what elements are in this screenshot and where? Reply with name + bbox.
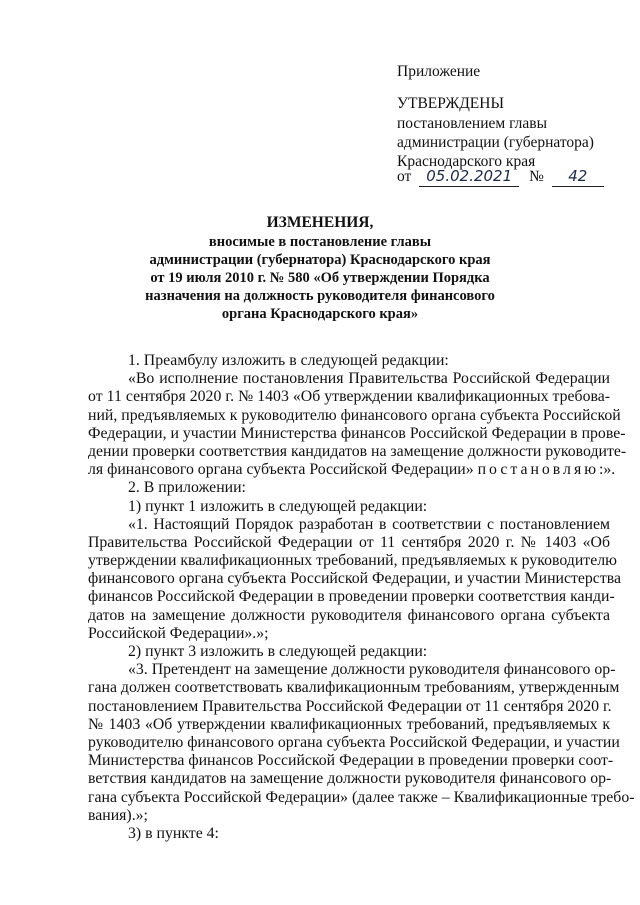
body-text-fragment: :». [599, 461, 616, 479]
approved-by-line-1: постановлением главы [397, 115, 547, 132]
body-line: 2. В приложении: [128, 479, 246, 497]
from-label: от [397, 168, 412, 185]
body-line: датов на замещение должности руководителя финансового органа субъекта [88, 606, 610, 624]
document-body [88, 352, 635, 843]
body-line: утверждении квалификационных требований, предъявляемых к руководителю [88, 552, 617, 570]
document-heading: ИЗМЕНЕНИЯ, [266, 214, 374, 231]
date-field [419, 167, 519, 187]
body-line: от 11 сентября 2020 г. № 1403 «Об утверждении квалификационных требова- [88, 388, 610, 406]
body-line: Министерства финансов Российской Федерации в проведении проверки соот- [88, 752, 614, 770]
body-line: дении проверки соответствия кандидатов на замещение должности руководите- [88, 442, 627, 460]
title-line-2: администрации (губернатора) Краснодарского края [149, 252, 491, 268]
body-text-fragment: ля финансового органа субъекта Российской Федерации» [88, 461, 478, 479]
body-line: постановлением Правительства Российской Федерации от 11 сентября 2020 г. [88, 697, 612, 715]
approved-by-line-2: администрации (губернатора) [397, 134, 594, 151]
body-line: 1) пункт 1 изложить в следующей редакции: [128, 497, 428, 515]
handwritten-date: 05.02.2021 [426, 167, 513, 185]
title-line-5: органа Краснодарского края» [221, 306, 419, 322]
body-line: Правительства Российской Федерации от 11 сентября 2020 г. № 1403 «Об [88, 533, 610, 551]
title-line-4: назначения на должность руководителя финансового [145, 288, 495, 304]
annex-label: Приложение [397, 63, 481, 80]
body-line: 3) в пункте 4: [128, 824, 219, 842]
title-line-1: вносимые в постановление главы [208, 234, 432, 250]
approved-by-line-3: Краснодарского края [397, 153, 536, 170]
body-line: Российской Федерации».»; [88, 624, 269, 642]
resolution-word: постановляю [477, 461, 600, 479]
body-line: финансов Российской Федерации в проведении проверки соответствия канди- [88, 588, 615, 606]
body-line: руководителю финансового органа субъекта Российской Федерации, и участии [88, 733, 620, 751]
body-line: «Во исполнение постановления Правительства Российской Федерации [128, 370, 610, 388]
number-label: № [529, 168, 544, 185]
body-line [88, 461, 616, 479]
number-field [552, 167, 604, 187]
body-line: финансового органа субъекта Российской Федерации, и участии Министерства [88, 570, 621, 588]
body-line: 2) пункт 3 изложить в следующей редакции: [128, 643, 428, 660]
body-line: 1. Преамбулу изложить в следующей редакции: [128, 352, 449, 369]
date-number-line [397, 167, 604, 187]
handwritten-number: 42 [568, 167, 588, 185]
body-line: Федерации, и участии Министерства финансов Российской Федерации в прове- [88, 424, 626, 442]
body-line: гана должен соответствовать квалификационным требованиям, утвержденным [88, 679, 620, 697]
body-line: вания).»; [88, 806, 148, 824]
body-line: «3. Претендент на замещение должности руководителя финансового ор- [128, 661, 616, 679]
approved-label: УТВЕРЖДЕНЫ [397, 95, 504, 112]
body-line: «1. Настоящий Порядок разработан в соответствии с постановлением [128, 515, 610, 533]
body-line: ний, предъявляемых к руководителю финансового органа субъекта Российской [88, 406, 621, 424]
body-line: ветствия кандидатов на замещение должности руководителя финансового ор- [88, 770, 612, 788]
title-line-3: от 19 июля 2010 г. № 580 «Об утверждении Порядка [150, 270, 490, 286]
body-line: № 1403 «Об утверждении квалификационных требований, предъявляемых к [88, 715, 610, 733]
body-line: гана субъекта Российской Федерации» (далее также – Квалификационные требо- [88, 788, 635, 806]
